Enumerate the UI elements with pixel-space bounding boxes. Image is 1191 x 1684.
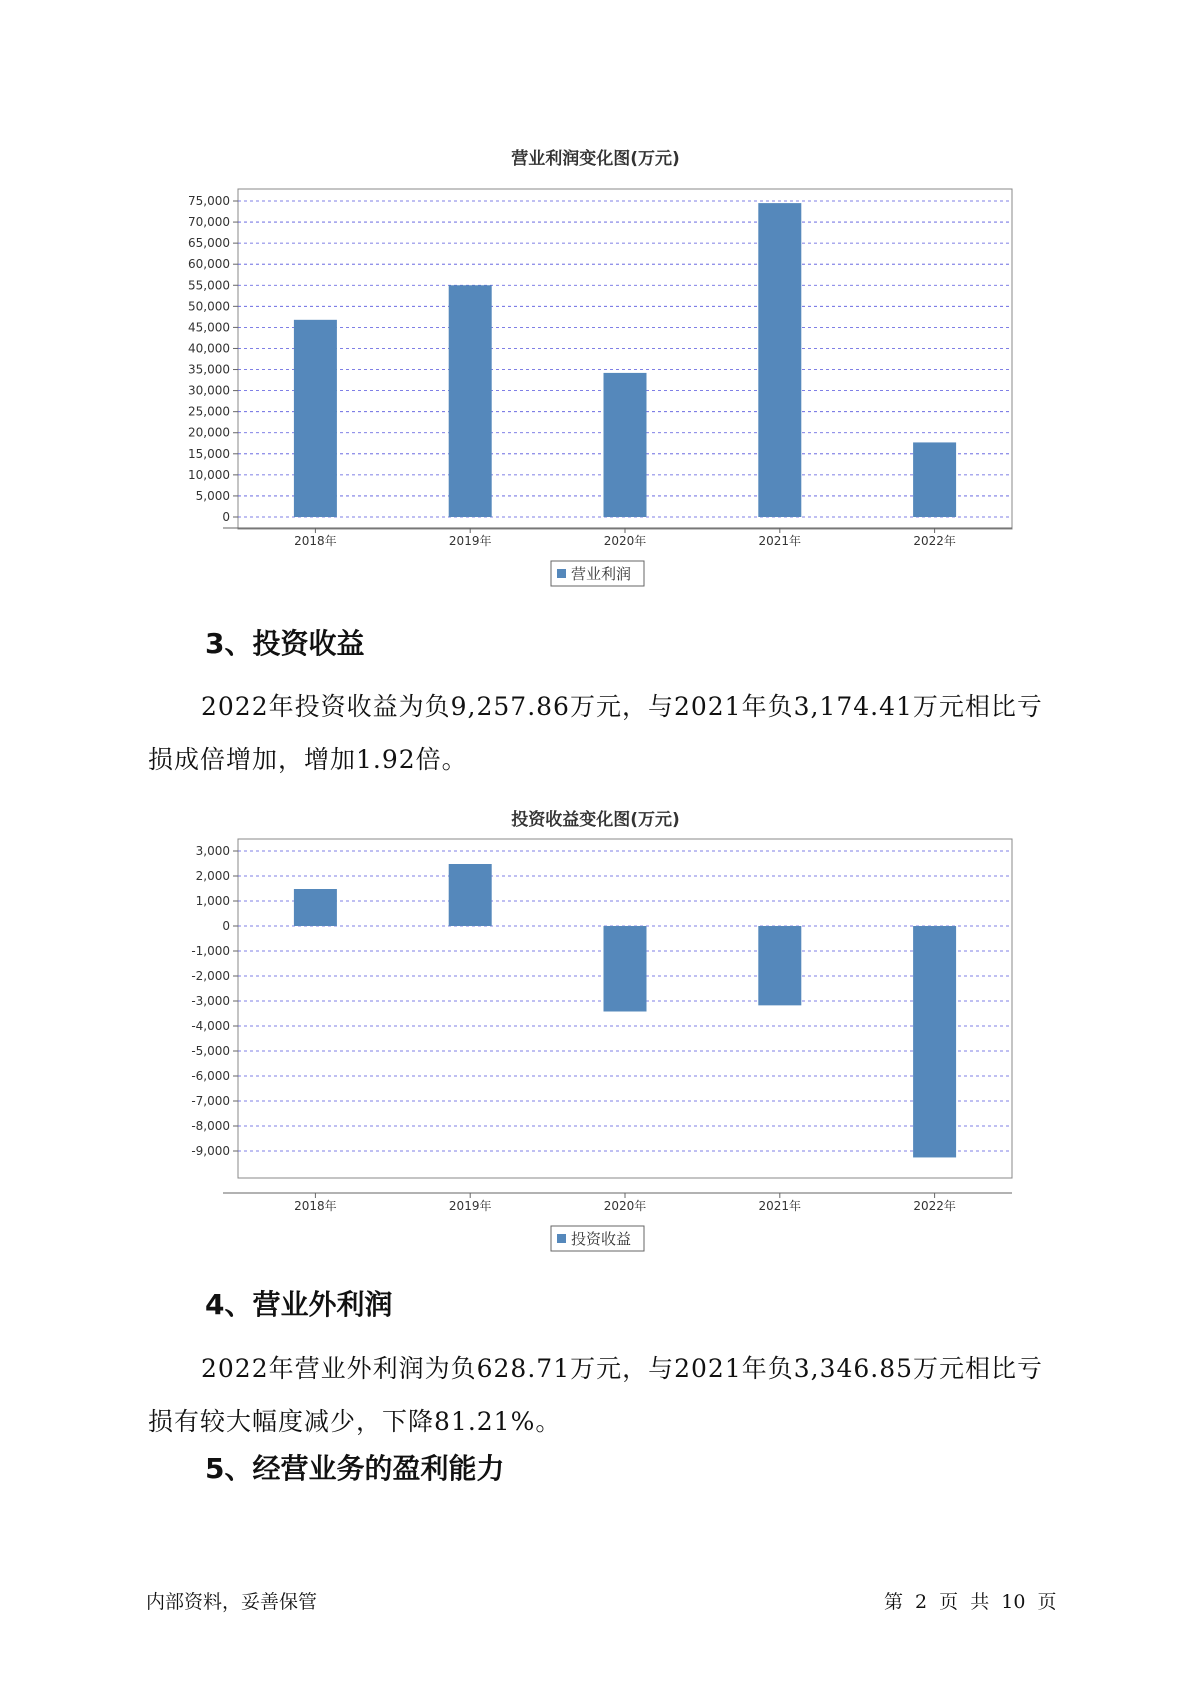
y-tick-label: 45,000 <box>188 320 230 335</box>
legend-label: 投资收益 <box>571 1230 632 1248</box>
y-tick-label: 2,000 <box>195 869 230 883</box>
y-tick-label: -6,000 <box>191 1069 230 1083</box>
y-tick-label: -2,000 <box>191 969 230 983</box>
x-tick-label: 2019年 <box>448 534 492 548</box>
footer-confidential-note: 内部资料，妥善保管 <box>146 1591 318 1613</box>
y-tick-label: 0 <box>222 510 230 524</box>
x-tick-label: 2020年 <box>603 1199 647 1213</box>
y-tick-label: 20,000 <box>188 425 230 440</box>
y-tick-label: 10,000 <box>188 467 230 482</box>
y-tick-label: 50,000 <box>188 299 230 314</box>
y-tick-label: 30,000 <box>188 383 230 398</box>
legend-swatch <box>557 1234 566 1243</box>
y-tick-label: 65,000 <box>188 236 230 251</box>
y-tick-label: 75,000 <box>188 194 230 208</box>
legend-label: 营业利润 <box>571 565 632 583</box>
x-tick-label: 2018年 <box>294 1199 337 1213</box>
y-tick-label: 25,000 <box>188 404 230 419</box>
bar <box>758 926 801 1005</box>
y-tick-label: -5,000 <box>191 1044 230 1058</box>
section-4-heading: 4、营业外利润 <box>205 1288 393 1321</box>
y-tick-label: 60,000 <box>188 257 230 272</box>
x-tick-label: 2020年 <box>603 534 647 548</box>
x-tick-label: 2021年 <box>758 534 802 548</box>
section-5-heading: 5、经营业务的盈利能力 <box>205 1452 505 1485</box>
y-tick-label: 70,000 <box>188 215 230 230</box>
section-3-paragraph: 2022年投资收益为负9,257.86万元，与2021年负3,174.41万元相比亏损成倍增加，增加1.92倍。 <box>148 692 1043 774</box>
bar <box>604 926 647 1012</box>
x-tick-label: 2021年 <box>758 1199 802 1213</box>
y-tick-label: -8,000 <box>191 1119 230 1133</box>
section-4-paragraph: 2022年营业外利润为负628.71万元，与2021年负3,346.85万元相比亏损有较大幅度减少，下降81.21%。 <box>148 1354 1044 1436</box>
y-tick-label: 55,000 <box>188 278 230 293</box>
chart-1-title: 营业利润变化图(万元) <box>511 149 680 169</box>
bar <box>294 889 337 926</box>
chart-2-title: 投资收益变化图(万元) <box>511 810 680 830</box>
y-tick-label: -9,000 <box>191 1144 230 1158</box>
y-tick-label: 3,000 <box>195 844 230 858</box>
x-tick-label: 2019年 <box>448 1199 492 1213</box>
x-tick-label: 2018年 <box>294 534 337 548</box>
y-tick-label: 1,000 <box>195 894 230 908</box>
bar <box>449 864 492 926</box>
footer-page-number: 第 2 页 共 10 页 <box>884 1591 1057 1613</box>
y-tick-label: 40,000 <box>188 341 230 356</box>
y-tick-label: -3,000 <box>191 994 230 1008</box>
bar <box>913 926 956 1157</box>
y-tick-label: 5,000 <box>195 488 230 503</box>
y-tick-label: 35,000 <box>188 362 230 377</box>
x-tick-label: 2022年 <box>913 534 956 548</box>
y-tick-label: 0 <box>222 919 230 933</box>
section-3-heading: 3、投资收益 <box>205 627 365 660</box>
y-tick-label: -1,000 <box>191 944 230 958</box>
y-tick-label: -7,000 <box>191 1094 230 1108</box>
x-tick-label: 2022年 <box>913 1199 956 1213</box>
y-tick-label: -4,000 <box>191 1019 230 1033</box>
y-tick-label: 15,000 <box>188 446 230 461</box>
